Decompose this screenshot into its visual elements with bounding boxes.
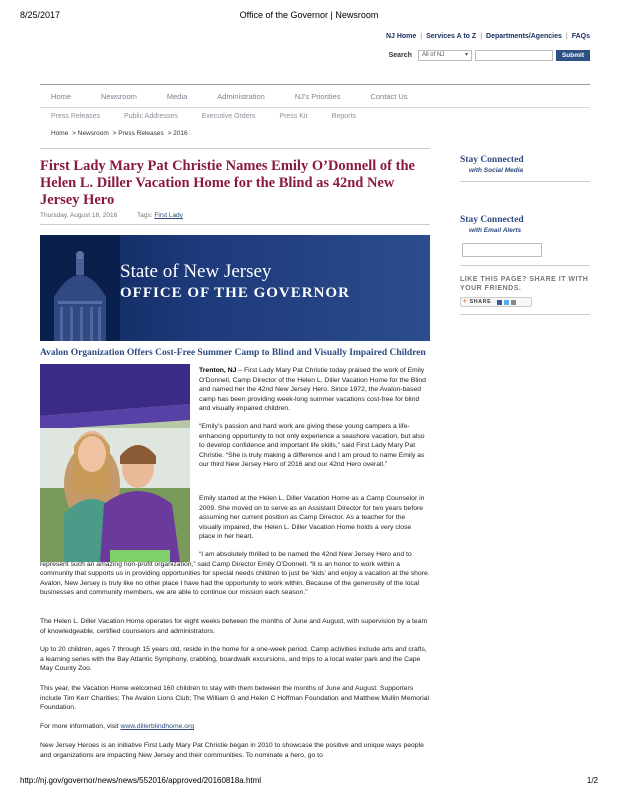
paragraph: Up to 20 children, ages 7 through 15 years old, reside in the home for a one-week period. Camp activities include arts and crafts, a learning series with the Bay Atlantic Symphony, crabbing, boardwalk excursions, and trips to a local water park and the Cape May County Zoo. [40, 646, 427, 673]
tag-link[interactable]: First Lady [154, 212, 183, 219]
paragraph [40, 722, 430, 732]
paragraph: Emily started at the Helen L. Diller Vacation Home as a Camp Counselor in 2009. She moved on to serve as an Assistant Director for two years before assuming her current position as Camp Director. As a teacher for the visually impaired, the Helen L. Diller Vacation Home holds a very close place in her heart. [199, 495, 425, 541]
paragraph: “I am absolutely thrilled to be named the 42nd New Jersey Hero and to represent such an amazing non-profit organization,” said Camp Director Emily O’Donnell. “It is an honor to work within a community that supports us in providing opportunities for special needs children to just be ‘kids’ and enjoy a vacation at the shore. Avalon, New Jersey is truly like no other place I have had the opportunity to work within. Because of the generosity of the local businesses and community members, we are able to continue our mission each season.” [40, 551, 430, 597]
chevron-down-icon: ▾ [464, 52, 468, 58]
breadcrumb [51, 130, 190, 137]
paragraph-text: For more information, visit [40, 723, 121, 730]
paragraph-text: – First Lady Mary Pat Christie today praised the work of Emily O’Donnell, Camp Director of the Helen L. Diller Vacation Home for the Blind and named her the 42nd New Jersey Hero. Since 1972, the Avalon-based camp has been providing week-long summer vacations cost-free for blind and visually impaired children. [199, 367, 426, 413]
paragraph: The Helen L. Diller Vacation Home operates for eight weeks between the months of June and August, with supervision by a team of knowledgeable, certified counselors and administrators. [40, 618, 428, 635]
util-link-departments[interactable]: Departments/Agencies [486, 33, 562, 40]
article-subhead: Avalon Organization Offers Cost-Free Summer Camp to Blind and Visually Impaired Children [40, 348, 426, 358]
search-bar [389, 50, 590, 61]
subnav-public-addresses[interactable]: Public Addresses [124, 113, 178, 120]
diller-home-link[interactable]: www.dillerblindhome.org [120, 723, 195, 730]
divider [460, 314, 590, 315]
email-signup-input[interactable] [462, 243, 542, 257]
breadcrumb-home[interactable]: Home [51, 130, 69, 137]
util-sep: | [565, 33, 568, 40]
article-meta [40, 212, 183, 219]
breadcrumb-year[interactable]: > 2016 [167, 130, 188, 137]
nav-contact[interactable]: Contact Us [370, 91, 408, 101]
util-link-faqs[interactable]: FAQs [571, 33, 590, 40]
share-label: SHARE [469, 299, 492, 305]
breadcrumb-press-releases[interactable]: > Press Releases [112, 130, 164, 137]
print-url: http://nj.gov/governor/news/news/552016/approved/20160818a.html [20, 776, 262, 785]
share-prompt: LIKE THIS PAGE? SHARE IT WITH YOUR FRIENDS. [460, 276, 589, 292]
tags-label: Tags: [137, 212, 153, 219]
util-link-nj-home[interactable]: NJ Home [385, 33, 417, 40]
paragraph: This year, the Vacation Home welcomed 160 children to stay with them between the months of June and August. Supporters include Tim Kerr Charities; The Avalon Lions Club; The William G and Helen C Hoffman Foundation and Matthew Mullin Memorial Foundation. [40, 685, 429, 712]
util-link-services[interactable]: Services A to Z [426, 33, 477, 40]
print-header [20, 10, 598, 24]
nav-administration[interactable]: Administration [217, 91, 265, 101]
divider [460, 181, 590, 182]
print-page-number: 1/2 [586, 776, 598, 785]
facebook-icon [497, 300, 502, 305]
sidebar-social-heading: Stay Connected [460, 155, 524, 165]
util-sep: | [480, 33, 483, 40]
divider [40, 148, 430, 149]
search-label: Search [388, 52, 412, 59]
sidebar-social-link[interactable]: with Social Media [469, 167, 524, 174]
article-dateline: Trenton, NJ [199, 367, 237, 374]
article-headline: First Lady Mary Pat Christie Names Emily O’Donnell of the Helen L. Diller Vacation Home for the Blind as 42nd New Jersey Hero [40, 158, 415, 208]
subnav-reports[interactable]: Reports [331, 113, 356, 120]
divider [40, 224, 430, 225]
sidebar-email-link[interactable]: with Email Alerts [469, 227, 522, 234]
main-nav [40, 84, 590, 108]
print-title: Office of the Governor | Newsroom [239, 10, 379, 20]
utility-nav [386, 33, 590, 40]
paragraph: New Jersey Heroes is an initiative First Lady Mary Pat Christie began in 2010 to showcase the positive and unique ways people and organizations are impacting New Jersey and their communities. To nominate a hero, go to [40, 742, 424, 759]
sidebar-email-heading: Stay Connected [460, 215, 524, 225]
search-scope-value: All of NJ [421, 52, 445, 58]
photo-image [40, 364, 190, 562]
share-icon: + [463, 299, 467, 305]
print-date: 8/25/2017 [20, 10, 61, 20]
capitol-dome-icon [40, 235, 120, 341]
sub-nav [51, 113, 380, 120]
nav-home[interactable]: Home [51, 91, 72, 101]
subnav-press-kit[interactable]: Press Kit [279, 113, 308, 120]
util-sep: | [420, 33, 423, 40]
subnav-press-releases[interactable]: Press Releases [51, 113, 101, 120]
divider [460, 265, 590, 266]
twitter-icon [504, 300, 509, 305]
nav-newsroom[interactable]: Newsroom [101, 91, 137, 101]
nav-priorities[interactable]: NJ's Priorities [294, 91, 341, 101]
subnav-executive-orders[interactable]: Executive Orders [201, 113, 256, 120]
search-submit-button[interactable]: Submit [556, 50, 590, 61]
search-input[interactable] [475, 50, 553, 61]
article-date: Thursday, August 18, 2016 [40, 212, 118, 219]
banner-state-title: State of New Jersey [120, 261, 272, 282]
paragraph [199, 366, 427, 414]
email-icon [511, 300, 516, 305]
nav-media[interactable]: Media [166, 91, 188, 101]
governor-banner [40, 235, 430, 341]
breadcrumb-newsroom[interactable]: > Newsroom [72, 130, 109, 137]
banner-office-title: OFFICE OF THE GOVERNOR [120, 285, 350, 301]
paragraph: “Emily’s passion and hard work are giving these young campers a life-enhancing opportunity to not only experience a seashore vacation, but also to develop confidence and important life skills,” said First Lady Mary Pat Christie. “She is truly making a difference and I am proud to name Emily as our third New Jersey Hero of 2016 and our 42nd Hero overall.” [199, 423, 425, 469]
article-photo [40, 364, 190, 562]
share-button[interactable] [460, 297, 532, 307]
search-scope-select[interactable] [418, 50, 472, 61]
